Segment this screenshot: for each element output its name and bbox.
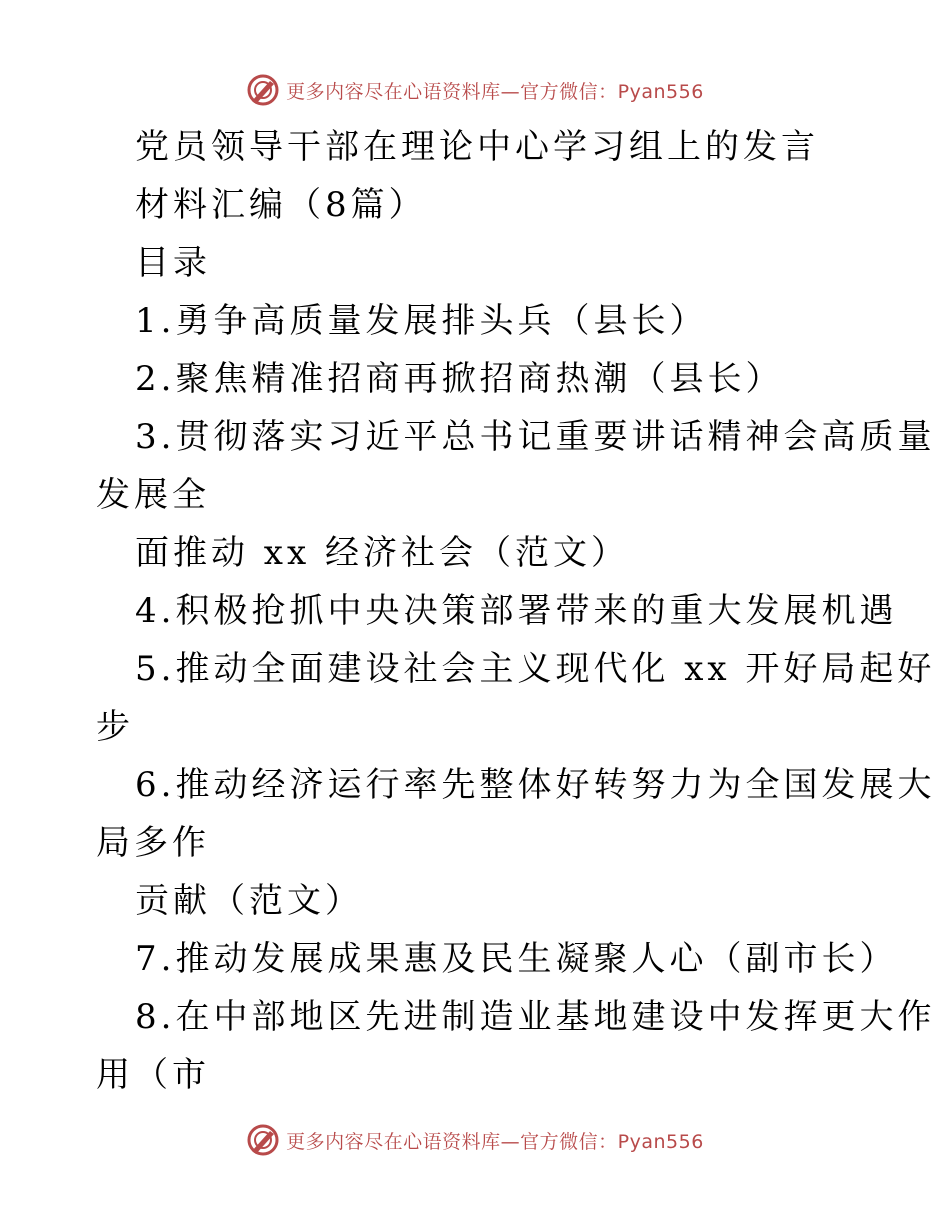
document-title-line-2: 材料汇编（8篇） <box>135 185 427 225</box>
toc-line: 面推动 xx 经济社会（范文） <box>135 533 629 573</box>
toc-line: 步 <box>96 707 134 747</box>
pen-seal-icon <box>246 1123 280 1157</box>
toc-heading: 目录 <box>135 243 211 283</box>
header-watermark <box>0 70 950 110</box>
toc-line: 6.推动经济运行率先整体好转努力为全国发展大 <box>135 765 936 805</box>
toc-line: 用（市 <box>96 1055 210 1095</box>
toc-line: 局多作 <box>96 823 210 863</box>
footer-watermark <box>0 1120 950 1160</box>
toc-line: 4.积极抢抓中央决策部署带来的重大发展机遇 <box>135 591 898 631</box>
toc-line: 3.贯彻落实习近平总书记重要讲话精神会高质量 <box>135 417 936 457</box>
toc-line: 7.推动发展成果惠及民生凝聚人心（副市长） <box>135 939 898 979</box>
toc-line: 5.推动全面建设社会主义现代化 xx 开好局起好 <box>135 649 936 689</box>
document-title-line-1: 党员领导干部在理论中心学习组上的发言 <box>135 127 819 167</box>
pen-seal-icon <box>246 73 280 107</box>
toc-line: 发展全 <box>96 475 210 515</box>
toc-line: 8.在中部地区先进制造业基地建设中发挥更大作 <box>135 997 936 1037</box>
toc-line: 2.聚焦精准招商再掀招商热潮（县长） <box>135 359 784 399</box>
watermark-text: 更多内容尽在心语资料库—官方微信：Pyan556 <box>286 1130 704 1153</box>
toc-line: 1.勇争高质量发展排头兵（县长） <box>135 301 708 341</box>
watermark-text: 更多内容尽在心语资料库—官方微信：Pyan556 <box>286 80 704 103</box>
toc-line: 贡献（范文） <box>135 881 363 921</box>
